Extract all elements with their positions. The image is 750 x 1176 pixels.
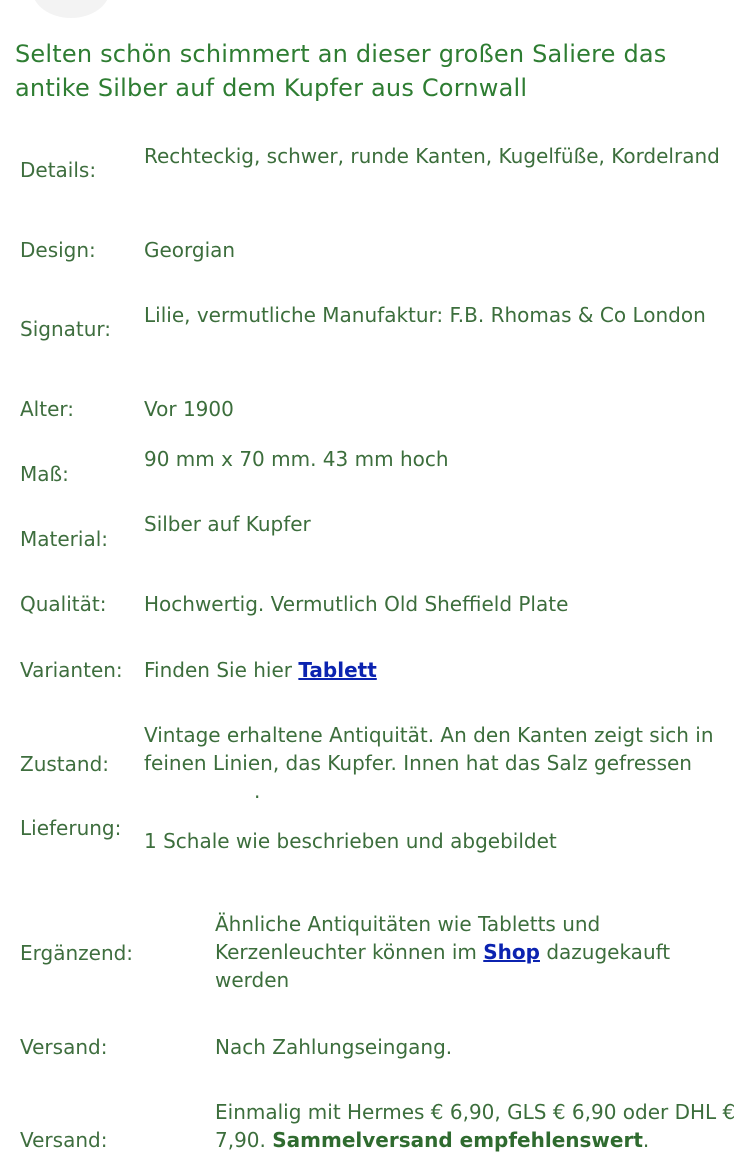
lieferung-label: Lieferung:	[20, 816, 122, 840]
versand-value-1: Nach Zahlungseingang.	[215, 1035, 453, 1059]
signatur-label: Signatur:	[20, 317, 112, 341]
varianten-text: Finden Sie hier	[144, 658, 299, 682]
qualitaet-value: Hochwertig. Vermutlich Old Sheffield Plate	[144, 592, 569, 616]
zustand-text: Vintage erhaltene Antiquität. An den Kanten zeigt sich in feinen Linien, das Kupfer. Innen hat das Salz gefressen	[144, 723, 714, 775]
details-value: Rechteckig, schwer, runde Kanten, Kugelfüße, Kordelrand	[144, 144, 720, 168]
lieferung-value: 1 Schale wie beschrieben und abgebildet	[144, 829, 557, 853]
mass-value: 90 mm x 70 mm. 43 mm hoch	[144, 447, 449, 471]
varianten-value	[144, 656, 744, 684]
versand-label-1: Versand:	[20, 1035, 108, 1059]
zustand-period: .	[254, 779, 261, 803]
page-title: Selten schön schimmert an dieser großen Saliere das antike Silber auf dem Kupfer aus Cornwall	[15, 40, 667, 102]
alter-label: Alter:	[20, 397, 74, 421]
material-label: Material:	[20, 527, 108, 551]
ergaenzend-value	[215, 910, 745, 994]
alter-value: Vor 1900	[144, 397, 234, 421]
design-label: Design:	[20, 238, 96, 262]
mass-label: Maß:	[20, 462, 69, 486]
versand-period: .	[642, 1128, 650, 1152]
varianten-label: Varianten:	[20, 658, 123, 682]
ergaenzend-label: Ergänzend:	[20, 941, 134, 965]
tablett-link[interactable]: Tablett	[298, 658, 377, 682]
avatar-placeholder	[32, 0, 110, 18]
qualitaet-label: Qualität:	[20, 592, 107, 616]
design-value: Georgian	[144, 238, 236, 262]
material-value: Silber auf Kupfer	[144, 512, 311, 536]
versand-value-2	[215, 1098, 745, 1154]
shop-link[interactable]: Shop	[483, 940, 540, 964]
zustand-value	[144, 721, 744, 805]
sammelversand-text: Sammelversand empfehlenswert	[272, 1128, 643, 1152]
ergaenzend-text: Ähnliche Antiquitäten wie Tabletts und Kerzenleuchter können im	[215, 912, 601, 964]
versand-text: Einmalig mit Hermes € 6,90, GLS € 6,90 oder DHL € 7,90.	[215, 1100, 736, 1152]
versand-label-2: Versand:	[20, 1128, 108, 1152]
ergaenzend-suffix: dazugekauft werden	[215, 940, 671, 992]
signatur-value: Lilie, vermutliche Manufaktur: F.B. Rhomas & Co London	[144, 303, 706, 327]
details-label: Details:	[20, 158, 97, 182]
zustand-label: Zustand:	[20, 752, 110, 776]
